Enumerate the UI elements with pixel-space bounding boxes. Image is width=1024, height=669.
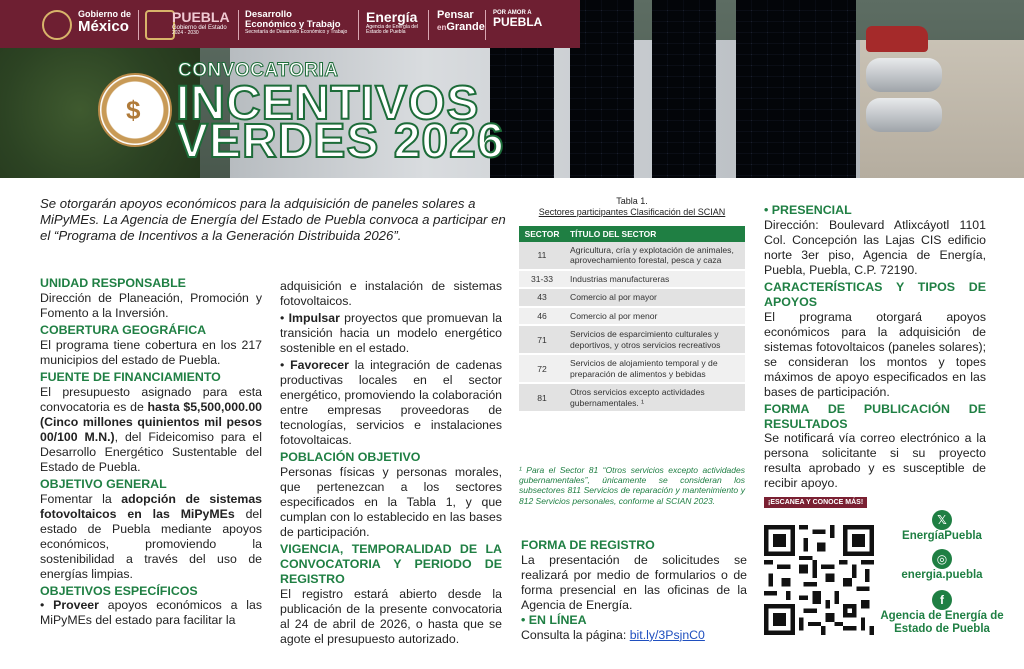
hero-banner	[0, 0, 1024, 178]
heading-presencial: • PRESENCIAL	[764, 203, 852, 217]
heading-en-linea: • EN LÍNEA	[521, 612, 587, 627]
instagram-icon: ◎	[932, 549, 952, 569]
solar-panel	[800, 0, 856, 178]
table-row: 43 Comercio al por mayor	[519, 288, 745, 306]
logo-gobierno-mexico: Gobierno de México	[78, 9, 132, 36]
text-presencial: Dirección: Boulevard Atlixcáyotl 1101 Col. Concepción las Lajas CIS edificio norte 3er piso, Agencia de Energía, Puebla, Puebla, C.P. 72190.	[764, 217, 986, 277]
heading-poblacion: POBLACIÓN OBJETIVO	[280, 450, 421, 464]
social-x-handle: EnergíaPuebla	[902, 530, 982, 542]
text-favorecer: • Favorecer la integración de cadenas productivas locales en el sector energético, promoviendo la colaboración entre empresas proveedoras de tecnologías, servicios e instalaciones fotovoltaicas.	[280, 358, 502, 447]
solar-panel	[736, 0, 800, 178]
table-header: SECTOR	[519, 226, 565, 242]
text-poblacion: Personas físicas y personas morales, que pertenezcan a los sectores especificados en la Tabla 1, y que cumplan con lo establecido en las bases de participación.	[280, 464, 502, 539]
logo-pensar-en-grande: Pensar enGrande	[437, 9, 485, 33]
heading-cobertura: COBERTURA GEOGRÁFICA	[40, 322, 207, 337]
column-2	[280, 279, 502, 649]
scan-label: ¡ESCANEA Y CONOCE MÁS!	[764, 497, 867, 508]
heading-vigencia: VIGENCIA, TEMPORALIDAD DE LA CONVOCATORIA Y PERIODO DE REGISTRO	[280, 541, 502, 586]
puebla-shield-icon	[145, 10, 175, 40]
logo-por-amor-a-puebla: POR AMOR A PUEBLA	[493, 10, 543, 30]
table-header: TÍTULO DEL SECTOR	[565, 226, 745, 242]
title-line-2: VERDES 2026	[176, 115, 505, 168]
text-impulsar: • Impulsar proyectos que promuevan la transición hacia un modelo energético sostenible en el estado.	[280, 311, 502, 355]
heading-publicacion: FORMA DE PUBLICACIÓN DE RESULTADOS	[764, 401, 986, 431]
heading-caracteristicas: CARACTERÍSTICAS Y TIPOS DE APOYOS	[764, 279, 986, 309]
x-icon: 𝕏	[932, 510, 952, 530]
text-unidad: Dirección de Planeación, Promoción y Fomento a la Inversión.	[40, 290, 262, 320]
social-instagram[interactable]	[878, 549, 1006, 581]
truck-photo	[866, 26, 928, 52]
text-objetivo-general: Fomentar la adopción de sistemas fotovoltaicos en las MiPyMEs del estado de Puebla mediante apoyos económicos, promoviendo la sostenibilidad a través del uso de energías limpias.	[40, 491, 263, 581]
text-proveer: • Proveer apoyos económicos a las MiPyMEs del estado para facilitar la	[40, 598, 262, 628]
column-1	[40, 274, 262, 630]
social-facebook[interactable]	[878, 590, 1006, 636]
column-3	[521, 538, 747, 643]
text-caracteristicas: El programa otorgará apoyos económicos para la adquisición de sistemas fotovoltaicos (paneles solares); se consideran los montos y topes máximos de apoyo especificados en las bases de participación.	[764, 309, 986, 399]
text-en-linea: Consulta la página: bit.ly/3PsjnC0	[521, 627, 705, 642]
solar-panel	[652, 0, 716, 178]
convocatoria-label: CONVOCATORIA	[178, 60, 339, 81]
qr-code-icon[interactable]	[764, 524, 874, 636]
sectors-table	[519, 226, 745, 413]
text-vigencia: El registro estará abierto desde la publicación de la presente convocatoria al 24 de abril de 2026, o hasta que se agote el presupuesto autorizado.	[280, 586, 502, 646]
table-row: 11 Agricultura, cría y explotación de animales, aprovechamiento forestal, pesca y caza	[519, 242, 745, 270]
table-row: 81 Otros servicios excepto actividades gubernamentales. ¹	[519, 383, 745, 412]
table-caption: Tabla 1. Sectores participantes Clasificación del SCIAN	[538, 196, 726, 217]
logo-bar	[0, 0, 580, 48]
social-instagram-handle: energia.puebla	[901, 569, 983, 581]
table-footnote: ¹ Para el Sector 81 “Otros servicios excepto actividades gubernamentales”, únicamente se consideran los subsectores 811 Servicios de reparación y mantenimiento y 812 Servicios personales, conforme al SCIAN 2023.	[519, 465, 745, 506]
logo-desarrollo-economico: Desarrollo Económico y Trabajo Secretaría de Desarrollo Económico y Trabajo	[245, 9, 348, 35]
text-cobertura: El programa tiene cobertura en los 217 municipios del estado de Puebla.	[40, 337, 262, 367]
heading-objetivo-general: OBJETIVO GENERAL	[40, 476, 167, 491]
table-row: 46 Comercio al por menor	[519, 307, 745, 325]
heading-objetivos-especificos: OBJETIVOS ESPECÍFICOS	[40, 583, 198, 598]
social-facebook-handle: Agencia de Energía de Estado de Puebla	[880, 610, 1004, 636]
tank-photo	[866, 98, 942, 132]
heading-fuente: FUENTE DE FINANCIAMIENTO	[40, 369, 221, 384]
tank-photo	[866, 58, 942, 92]
money-leaf-icon: $	[98, 73, 172, 147]
text-publicacion: Se notificará vía correo electrónico a la persona solicitante si su proyecto resulta aprobado y es susceptible de recibir apoyo.	[764, 431, 986, 491]
heading-forma-registro: FORMA DE REGISTRO	[521, 538, 655, 552]
text-forma-registro: La presentación de solicitudes se realizará por medio de formularios o de forma presencial en las oficinas de la Agencia de Energía.	[521, 552, 747, 612]
registration-link[interactable]: bit.ly/3PsjnC0	[629, 627, 705, 642]
title-line-1: INCENTIVOS	[176, 77, 480, 130]
column-4	[764, 201, 986, 493]
mexico-seal-icon	[42, 10, 72, 40]
table-row: 31-33 Industrias manufactureras	[519, 270, 745, 288]
logo-energia: Energía Agencia de Energía del Estado de Puebla	[366, 9, 418, 35]
text-proveer-cont: adquisición e instalación de sistemas fotovoltaicos.	[280, 279, 502, 308]
intro-text: Se otorgarán apoyos económicos para la adquisición de paneles solares a MiPyMEs. La Agencia de Energía del Estado de Puebla convoca a participar en el “Programa de Incentivos a la Generación Distribuida 2026”.	[40, 196, 506, 244]
table-row: 72 Servicios de alojamiento temporal y de preparación de alimentos y bebidas	[519, 354, 745, 383]
table-row: 71 Servicios de esparcimiento culturales y deportivos, y otros servicios recreativos	[519, 325, 745, 354]
social-x[interactable]	[878, 510, 1006, 542]
heading-unidad: UNIDAD RESPONSABLE	[40, 276, 186, 290]
text-fuente: El presupuesto asignado para esta convocatoria es de hasta $5,500,000.00 (Cinco millones quinientos mil pesos 00/100 M.N.), del Fideicomiso para el Desarrollo Energético Sustentable del Estado de Puebla.	[40, 384, 263, 474]
logo-puebla: PUEBLA Gobierno del Estado 2024 - 2030	[172, 9, 230, 36]
facebook-icon: f	[932, 590, 952, 610]
